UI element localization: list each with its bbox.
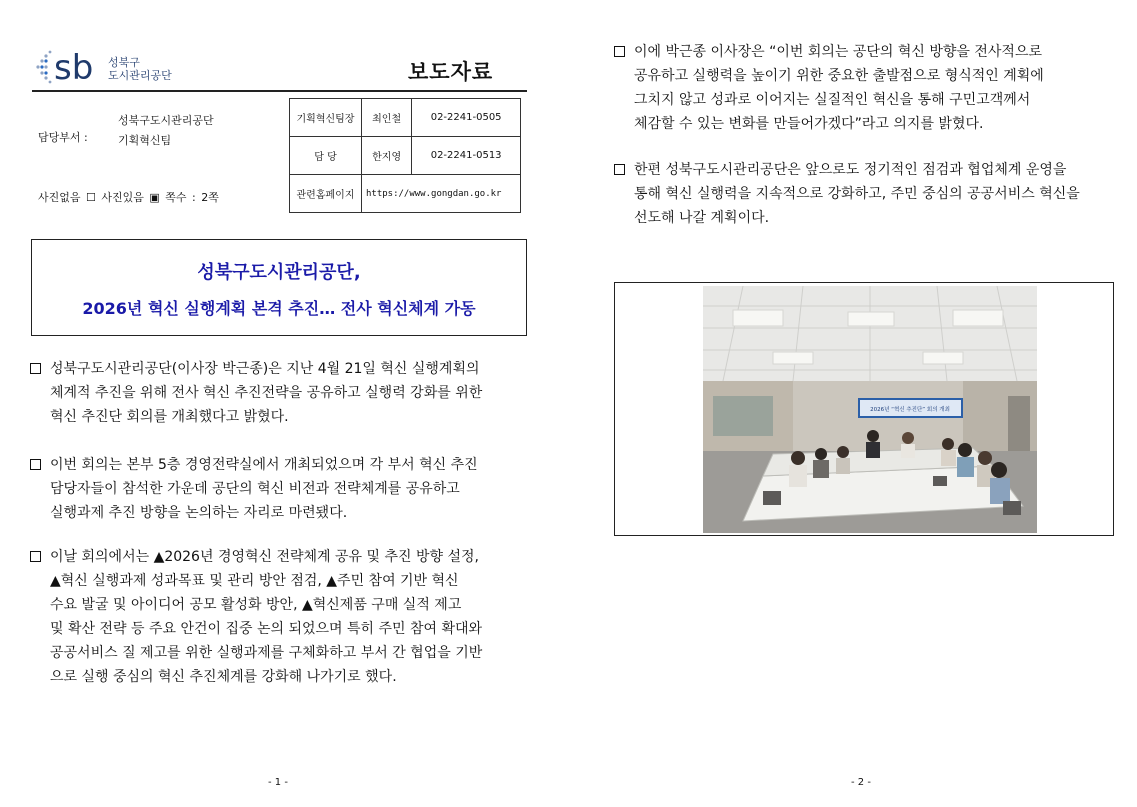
text-line: 이에 박근종 이사장은 “이번 회의는 공단의 혁신 방향을 전사적으로 bbox=[634, 44, 1043, 60]
homepage-link[interactable]: https://www.gongdan.go.kr bbox=[362, 175, 521, 213]
contact-role: 기획혁신팀장 bbox=[290, 99, 362, 137]
logo-line-2: 도시관리공단 bbox=[108, 69, 172, 82]
body-paragraph-1 bbox=[30, 357, 535, 432]
homepage-row bbox=[290, 175, 521, 213]
contact-row bbox=[290, 137, 521, 175]
text-line: 공유하고 실행력을 높이기 위한 중요한 출발점으로 형식적인 계획에 bbox=[634, 68, 1044, 84]
text-line: 담당자들이 참석한 가운데 공단의 혁신 비전과 전략체계를 공유하고 bbox=[50, 481, 460, 497]
checkbox-bullet-icon bbox=[614, 46, 625, 57]
text-line: 체감할 수 있는 변화를 만들어가겠다”라고 의지를 밝혔다. bbox=[634, 116, 984, 132]
text-line: ▲혁신 실행과제 성과목표 및 관리 방안 점검, ▲주민 참여 기반 혁신 bbox=[50, 573, 459, 589]
logo-letters: sb bbox=[54, 48, 94, 88]
page-number-1: - 1 - bbox=[268, 777, 288, 788]
department-org: 성북구도시관리공단 bbox=[118, 114, 214, 127]
photo-page-flags: 사진없음 ☐ 사진있음 ▣ 쪽수 : 2쪽 bbox=[38, 191, 219, 204]
checkbox-bullet-icon bbox=[614, 164, 625, 175]
text-line: 한편 성북구도시관리공단은 앞으로도 정기적인 점검과 협업체계 운영을 bbox=[634, 162, 1067, 178]
text-line: 성북구도시관리공단(이사장 박근종)은 지난 4월 21일 혁신 실행계획의 bbox=[50, 361, 480, 377]
contact-phone: 02-2241-0505 bbox=[412, 99, 521, 137]
body-paragraph-4 bbox=[614, 40, 1119, 140]
text-line: 그치지 않고 성과로 이어지는 실질적인 혁신을 통해 구민고객께서 bbox=[634, 92, 1031, 108]
contact-phone: 02-2241-0513 bbox=[412, 137, 521, 175]
text-line: 혁신 추진단 회의를 개최했다고 밝혔다. bbox=[50, 409, 289, 425]
logo-line-1: 성북구 bbox=[108, 56, 140, 69]
headline-box bbox=[31, 239, 527, 336]
text-line: 수요 발굴 및 아이디어 공모 활성화 방안, ▲혁신제품 구매 실적 제고 bbox=[50, 597, 462, 613]
text-line: 실행과제 추진 방향을 논의하는 자리로 마련됐다. bbox=[50, 505, 348, 521]
page-number-2: - 2 - bbox=[851, 777, 871, 788]
contact-name: 한지영 bbox=[362, 137, 412, 175]
text-line: 체계적 추진을 위해 전사 혁신 추진전략을 공유하고 실행력 강화를 위한 bbox=[50, 385, 483, 401]
contact-row bbox=[290, 99, 521, 137]
text-line: 이번 회의는 본부 5층 경영전략실에서 개최되었으며 각 부서 혁신 추진 bbox=[50, 457, 478, 473]
homepage-label: 관련홈페이지 bbox=[290, 175, 362, 213]
photo-banner-text: 2026년 “혁신 추진단” 회의 개최 bbox=[870, 407, 950, 413]
photo-frame bbox=[614, 282, 1114, 536]
contact-name: 최인철 bbox=[362, 99, 412, 137]
text-line: 통해 혁신 실행력을 지속적으로 강화하고, 주민 중심의 공공서비스 혁신을 bbox=[634, 186, 1080, 202]
doc-type-title: 보도자료 bbox=[408, 60, 494, 84]
header-rule bbox=[32, 90, 527, 92]
text-line: 으로 실행 중심의 혁신 추진체계를 강화해 나가기로 했다. bbox=[50, 669, 397, 685]
checkbox-bullet-icon bbox=[30, 363, 41, 374]
body-paragraph-2 bbox=[30, 453, 535, 528]
logo-wordmark bbox=[108, 56, 172, 82]
text-line: 및 확산 전략 등 주요 안건이 집중 논의 되었으며 특히 주민 참여 확대와 bbox=[50, 621, 483, 637]
contact-role: 담 당 bbox=[290, 137, 362, 175]
headline-line-2: 2026년 혁신 실행계획 본격 추진… 전사 혁신체계 가동 bbox=[82, 299, 476, 318]
body-paragraph-3 bbox=[30, 545, 535, 695]
department-label: 담당부서 : bbox=[38, 131, 88, 144]
checkbox-bullet-icon bbox=[30, 551, 41, 562]
body-paragraph-5 bbox=[614, 158, 1119, 233]
meeting-room-illustration bbox=[703, 286, 1037, 533]
meeting-photo bbox=[703, 286, 1037, 533]
headline-line-1: 성북구도시관리공단, bbox=[197, 262, 361, 283]
department-team: 기획혁신팀 bbox=[118, 134, 172, 147]
checkbox-bullet-icon bbox=[30, 459, 41, 470]
text-line: 공공서비스 질 제고를 위한 실행과제를 구체화하고 부서 간 협업을 기반 bbox=[50, 645, 483, 661]
text-line: 이날 회의에서는 ▲2026년 경영혁신 전략체계 공유 및 추진 방향 설정, bbox=[50, 549, 479, 565]
contact-table bbox=[289, 98, 521, 213]
text-line: 선도해 나갈 계획이다. bbox=[634, 210, 770, 226]
